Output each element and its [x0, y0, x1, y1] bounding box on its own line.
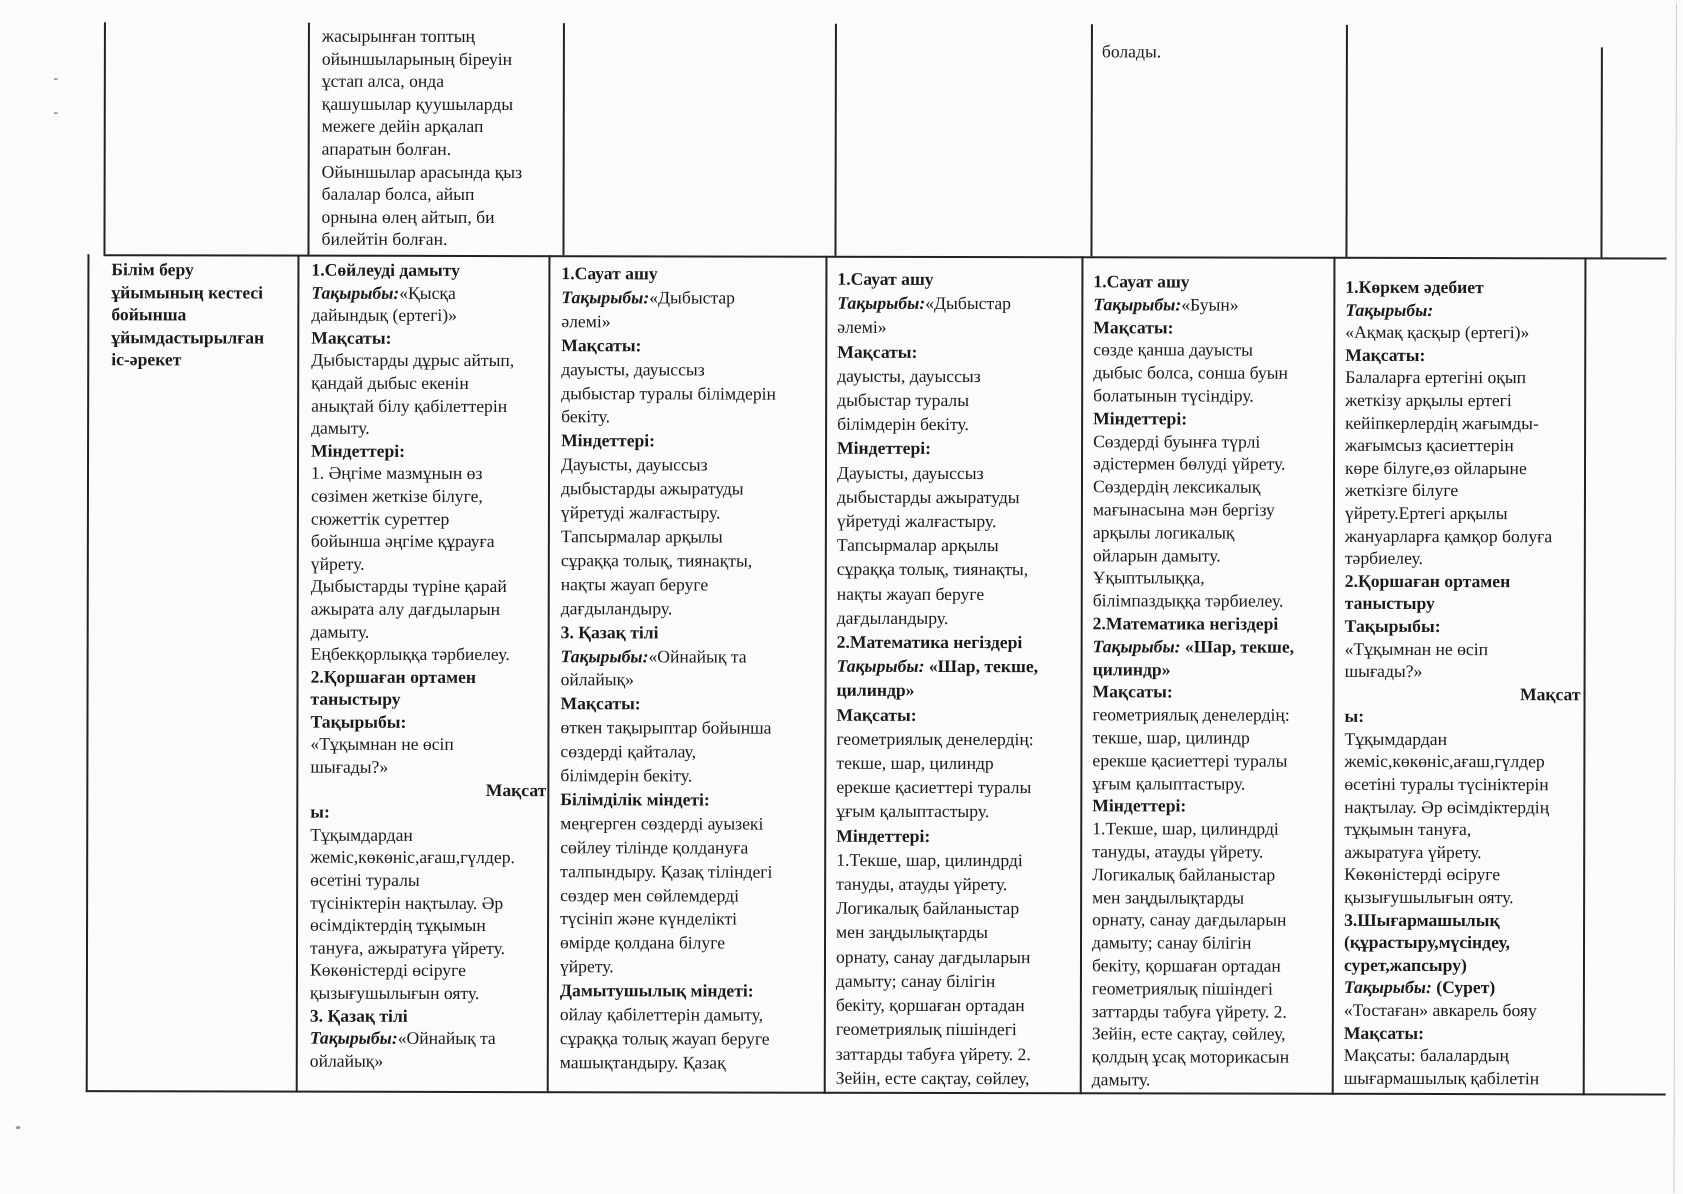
text-line: Тапсырмалар арқылы: [836, 534, 999, 556]
text-line: дыбыстар туралы білімдерін: [561, 382, 776, 404]
text-line: «Тостаған» авкарель бояу: [1343, 999, 1537, 1021]
text-line: қызығушылығын ояту.: [1344, 886, 1514, 908]
text-line: жануарларға қамқор болуға: [1344, 525, 1553, 546]
text-line: бекіту, қоршаған ортадан: [1091, 955, 1281, 976]
text-line: орнату, санау дағдыларын: [1092, 909, 1287, 931]
text-line: 1.Көркем әдебиет: [1345, 276, 1484, 298]
text-line: [561, 645, 821, 669]
text-line: әдістермен бөлуді үйрету.: [1093, 453, 1286, 475]
text-line: Білімділік міндеті:: [560, 789, 710, 810]
text-line: геометриялық денелердің:: [1092, 704, 1290, 725]
text-line: Дауысты, дауыссыз: [836, 462, 984, 483]
topic-value: «Дыбыстар: [649, 287, 736, 308]
text-line: талпындыру. Қазақ тіліндегі: [560, 860, 773, 882]
text-line: дыбыстар туралы: [837, 389, 970, 411]
monday-activity-cell: [310, 259, 548, 1073]
text-line: жағымсыз қасиеттерін: [1345, 434, 1514, 456]
text-line: тәрбиелеу.: [1344, 547, 1423, 569]
text-line: ойларын дамыту.: [1092, 544, 1221, 566]
text-line: Мақсаты:: [311, 327, 392, 348]
text-line: дамыту.: [310, 621, 370, 642]
topic-value: «Дыбыстар: [925, 293, 1011, 314]
column-divider: [307, 23, 309, 255]
text-line: Мақсаты:: [1343, 1022, 1425, 1043]
text-line: [837, 654, 1077, 679]
text-line: геометриялық пішіндегі: [835, 1019, 1017, 1040]
topic-value: «Буын»: [1181, 294, 1239, 315]
text-line: тұқымын тануға,: [1344, 819, 1472, 840]
text-line: Мақсаты:: [1345, 344, 1426, 365]
text-line: Логикалық байланыстар: [1092, 864, 1276, 885]
text-line: өсетіні туралы: [310, 869, 420, 890]
text-line: сұраққа толық, тиянақты,: [560, 550, 753, 571]
text-line: Мақсат: [485, 779, 547, 800]
topic-value: «Ойнайық та: [648, 645, 747, 667]
text-line: «Тұқымнан не өсіп: [1344, 638, 1489, 659]
text-line: таныстыру: [1344, 593, 1435, 614]
column-divider: [562, 23, 564, 255]
text-line: 1.Сауат ашу: [1093, 271, 1190, 292]
text-line: өсетіні туралы түсініктерін: [1344, 773, 1549, 795]
scan-edge-shadow: [1674, 4, 1677, 1194]
text-line: ұғым қалыптастыру.: [836, 801, 990, 822]
text-line: Тапсырмалар арқылы: [560, 526, 723, 547]
text-line: жеміс,көкөніс,ағаш,гүлдер: [1344, 751, 1545, 772]
column-divider: [296, 255, 300, 1093]
text-line: ойлайық»: [309, 1050, 384, 1071]
text-line: Көкөністерді өсіруге: [1344, 864, 1501, 885]
text-line: Міндеттері:: [836, 825, 931, 846]
text-line: қызығушылығын ояту.: [309, 982, 480, 1004]
text-line: арқылы логикалық: [1092, 522, 1235, 543]
text-line: 2.Қоршаған ортамен: [1344, 570, 1511, 591]
text-line: 1.Текше, шар, цилиндрді: [836, 849, 1023, 871]
text-line: дамыту; санау білігін: [1092, 932, 1252, 953]
text-line: 1.Сауат ашу: [837, 268, 934, 289]
text-line: дыбыстарды ажыратуды: [836, 486, 1020, 507]
text-line: үйретуді жалғастыру.: [560, 502, 721, 523]
text-line: цилиндр»: [836, 680, 915, 701]
text-line: Міндеттері:: [1093, 408, 1188, 429]
column-divider: [1345, 25, 1347, 257]
text-line: сөзімен жеткізе білуге,: [310, 485, 483, 506]
scan-speck: [54, 112, 58, 114]
text-line: 3. Қазақ тілі: [560, 621, 659, 642]
text-line: ойлау қабілеттерін дамыту,: [559, 1004, 764, 1025]
text-line: Мақсаты:: [1092, 681, 1173, 702]
table-right-border: [1600, 47, 1602, 257]
column-divider: [824, 256, 828, 1094]
text-line: ойлайық»: [560, 669, 634, 690]
column-divider: [1090, 24, 1092, 256]
text-line: сөздерді қайталау,: [560, 741, 697, 762]
text-line: таныстыру: [310, 688, 401, 710]
text-line: өткен тақырыптар бойынша: [560, 717, 772, 738]
text-line: орнына өлең айтып, би: [321, 206, 495, 227]
text-line: ұғым қалыптастыру.: [1092, 772, 1246, 794]
text-line: өмірде қолдана білуге: [560, 932, 726, 953]
text-line: көре білуге,өз ойларыне: [1345, 457, 1527, 478]
text-line: Мақсаты:: [561, 334, 642, 356]
text-line: дамыту; санау білігін: [835, 970, 996, 991]
text-line: 3. Қазақ тілі: [309, 1005, 408, 1026]
text-line: Ұқыптылыққа,: [1092, 567, 1205, 588]
text-line: Мақсаты:: [836, 704, 917, 725]
text-line: шығады?»: [1344, 660, 1423, 682]
row-header-line: бойынша: [111, 304, 187, 325]
text-line: мен заңдылықтарды: [836, 922, 988, 943]
text-line: Тақырыбы:: [1345, 299, 1434, 320]
text-line: Көкөністерді өсіруге: [309, 960, 466, 981]
text-line: тануға, ажыратуға үйрету.: [309, 937, 506, 958]
text-line: Міндеттері:: [311, 440, 406, 461]
text-line: ы:: [310, 801, 330, 822]
topic-value: «Ойнайық та: [397, 1028, 496, 1049]
text-line: әлемі»: [837, 317, 887, 338]
text-line: сұраққа толық, тиянақты,: [836, 559, 1029, 580]
text-line: нақты жауап беруге: [836, 583, 985, 604]
text-line: Мақсаты:: [837, 341, 918, 362]
text-line: анықтай білу қабілеттерін: [311, 395, 508, 416]
text-line: 2.Математика негіздері: [1092, 613, 1279, 634]
row-header-line: ұйымының кестесі: [111, 281, 264, 303]
table-right-border-lower: [1583, 257, 1587, 1095]
text-line: Мақсат: [1519, 683, 1581, 704]
text-line: Дауысты, дауыссыз: [561, 454, 708, 475]
text-line: түсініп және күнделікті: [560, 908, 738, 930]
text-line: жеміс,көкөніс,ағаш,гүлдер.: [310, 847, 515, 868]
text-line: 1. Әңгіме мазмұнын өз: [310, 462, 483, 484]
text-line: бекіту.: [561, 406, 611, 427]
topic-value: (Сурет): [1431, 977, 1496, 998]
text-line: болады.: [1101, 41, 1162, 62]
scan-speck: [16, 1126, 21, 1129]
text-line: сұраққа толық жауап беруге: [559, 1028, 770, 1049]
text-line: ажырата алу дағдыларын: [310, 598, 501, 619]
text-line: Мақсаты:: [560, 693, 641, 714]
text-line: жасырынған топтың: [321, 25, 476, 46]
text-line: өсімдіктердің тұқымын: [310, 914, 486, 936]
topic-label: Тақырыбы:: [561, 287, 650, 308]
text-line: цилиндр»: [1092, 658, 1171, 679]
topic-label: Тақырыбы:: [836, 656, 925, 677]
text-line: сөйлеу тілінде қолдануға: [560, 836, 749, 858]
topic-value: «Шар, текше,: [1180, 636, 1295, 657]
text-line: Дыбыстарды дұрыс айтып,: [311, 350, 515, 371]
text-line: білімпаздыққа тәрбиелеу.: [1092, 590, 1284, 611]
text-line: [1093, 293, 1331, 316]
text-line: орнату, санау дағдыларын: [835, 946, 1031, 967]
text-line: Міндеттері:: [1092, 795, 1187, 816]
text-line: бекіту, қоршаған ортадан: [835, 994, 1025, 1016]
topic-label: Тақырыбы:: [1343, 977, 1432, 998]
text-line: бойынша әңгіме құрауға: [310, 530, 495, 552]
text-line: дамыту.: [311, 417, 370, 438]
text-line: ойыншыларының біреуін: [321, 48, 513, 69]
text-line: дайындық (ертегі)»: [311, 304, 457, 326]
text-line: [311, 281, 547, 304]
text-line: 1.Текше, шар, цилиндрді: [1092, 818, 1279, 839]
text-line: ажыратуға үйрету.: [1344, 841, 1482, 862]
topic-label: Тақырыбы:: [560, 645, 649, 666]
text-line: заттарды табуға үйрету. 2.: [835, 1043, 1031, 1064]
text-line: дағдыландыру.: [836, 607, 949, 628]
text-line: мағынасына мән бергізу: [1092, 499, 1275, 520]
text-line: «Тұқымнан не өсіп: [310, 734, 454, 755]
text-line: текше, шар, цилиндр: [836, 752, 994, 774]
text-line: Дыбыстарды түріне қарай: [310, 575, 507, 597]
text-line: сурет,жапсыру): [1343, 954, 1467, 975]
text-line: балалар болса, айып: [321, 183, 475, 205]
text-line: шығады?»: [310, 756, 389, 777]
text-line: сөздер мен сөйлемдерді: [560, 884, 740, 906]
text-line: қолдың ұсақ моторикасын: [1091, 1046, 1290, 1067]
text-line: Мақсаты:: [1093, 316, 1174, 338]
topic-value: «Шар, текше,: [924, 656, 1039, 677]
text-line: ерекше қасиеттері туралы: [836, 777, 1032, 798]
text-line: Ойыншылар арасында қыз: [321, 161, 523, 182]
tuesday-activity-cell: [560, 262, 822, 1075]
text-line: шығармашылық қабілетін: [1343, 1067, 1540, 1089]
column-divider: [1332, 257, 1336, 1095]
text-line: машықтандыру. Қазақ: [559, 1052, 726, 1073]
text-line: дыбыстарды ажыратуды: [560, 478, 744, 499]
text-line: межеге дейін арқалап: [321, 116, 484, 137]
text-line: ерекше қасиеттері туралы: [1092, 750, 1288, 771]
text-line: сюжеттік суреттер: [310, 508, 450, 529]
text-line: Сөздерді буынға түрлі: [1093, 430, 1261, 452]
text-line: дауысты, дауыссыз: [837, 365, 981, 386]
text-line: Балаларға ертегіні оқып: [1345, 367, 1527, 388]
text-line: апаратын болған.: [321, 138, 452, 159]
topic-label: Тақырыбы:: [837, 292, 926, 314]
text-line: Дамытушылық міндеті:: [559, 980, 754, 1001]
row-header-line: Білім беру: [111, 259, 194, 280]
text-line: Зейін, есте сақтау, сөйлеу,: [835, 1067, 1030, 1088]
text-line: Тұқымдардан: [310, 824, 413, 845]
text-line: ы:: [1344, 706, 1365, 727]
text-line: «Ақмақ қасқыр (ертегі)»: [1345, 322, 1530, 343]
text-line: Зейін, есте сақтау, сөйлеу,: [1091, 1023, 1286, 1044]
text-line: [310, 1027, 546, 1050]
column-divider: [834, 24, 836, 256]
text-line: (құрастыру,мүсіндеу,: [1344, 932, 1510, 953]
column-divider: [547, 255, 551, 1093]
text-line: текше, шар, цилиндр: [1092, 727, 1250, 748]
text-line: 1.Сауат ашу: [561, 263, 658, 284]
text-line: Тұқымдардан: [1344, 728, 1448, 749]
text-line: тануды, атауды үйрету.: [836, 873, 1008, 895]
text-line: Міндеттері:: [837, 438, 932, 459]
row-header-line: ұйымдастырылған: [111, 327, 265, 348]
text-line: сөзде қанша дауысты: [1093, 339, 1254, 361]
text-line: геометриялық пішіндегі: [1091, 977, 1273, 999]
text-line: [1344, 976, 1580, 999]
text-line: 1.Сөйлеуді дамыту: [311, 259, 461, 280]
text-line: 3.Шығармашылық: [1344, 909, 1500, 930]
text-line: болатынын түсіндіру.: [1093, 385, 1254, 406]
top-row-col4-cell: [1102, 40, 1161, 63]
text-line: білімдерін бекіту.: [837, 413, 969, 435]
scan-speck: [54, 78, 58, 80]
topic-label: Тақырыбы:: [309, 1027, 398, 1049]
text-line: үйрету.: [559, 956, 614, 977]
topic-label: Тақырыбы:: [1093, 294, 1182, 315]
friday-activity-cell: [1344, 276, 1582, 1090]
topic-value: «Қысқа: [399, 282, 456, 303]
text-line: Логикалық байланыстар: [836, 898, 1020, 919]
topic-label: Тақырыбы:: [1092, 636, 1181, 657]
text-line: нақтылау. Әр өсімдіктердің: [1344, 796, 1550, 817]
text-line: геометриялық денелердің:: [836, 728, 1034, 750]
text-line: әлемі»: [561, 310, 611, 332]
row-header-cell: [111, 258, 264, 371]
text-line: [1093, 635, 1331, 658]
text-line: 2.Математика негіздері: [836, 631, 1023, 653]
wednesday-activity-cell: [836, 267, 1078, 1090]
text-line: үйретуді жалғастыру.: [836, 510, 997, 532]
topic-label: Тақырыбы:: [311, 282, 400, 303]
text-line: Сөздердің лексикалық: [1092, 476, 1261, 497]
text-line: Мақсаты: балалардың: [1343, 1045, 1510, 1066]
text-line: үйрету.: [310, 553, 365, 574]
text-line: білімдерін бекіту.: [560, 765, 693, 786]
text-line: 2.Қоршаған ортамен: [310, 666, 477, 687]
text-line: үйрету.Ертегі арқылы: [1344, 502, 1508, 524]
text-line: билейтін болған.: [321, 229, 448, 250]
text-line: [561, 286, 821, 310]
text-line: [837, 291, 1077, 316]
text-line: Еңбекқорлыққа тәрбиелеу.: [310, 643, 510, 665]
text-line: заттарды табуға үйрету. 2.: [1091, 1000, 1287, 1022]
text-line: дыбыс болса, сонша буын: [1093, 362, 1289, 383]
text-line: нақты жауап беруге: [560, 573, 709, 595]
text-line: тануды, атауды үйрету.: [1092, 841, 1264, 862]
text-line: Тақырыбы:: [310, 711, 407, 732]
thursday-activity-cell: [1092, 270, 1332, 1091]
text-line: мен заңдылықтарды: [1092, 886, 1245, 908]
text-line: түсініктерін нақтылау. Әр: [310, 892, 504, 913]
table-left-border-lower: [86, 254, 90, 1092]
text-line: Тақырыбы:: [1344, 615, 1441, 636]
text-line: меңгерген сөздерді ауызекі: [560, 813, 764, 834]
text-line: жеткізу арқылы ертегі: [1345, 389, 1512, 411]
text-line: дауысты, дауыссыз: [561, 358, 705, 380]
text-line: дамыту.: [1091, 1069, 1151, 1090]
text-line: ұстап алса, онда: [321, 70, 445, 92]
text-line: қандай дыбыс екенін: [311, 372, 469, 393]
text-line: жеткізге білуге: [1344, 480, 1459, 501]
text-line: кейіпкерлердің жағымды-: [1345, 412, 1539, 433]
text-line: Міндеттері:: [561, 430, 656, 451]
table-left-border: [103, 22, 105, 254]
column-divider: [1080, 256, 1084, 1094]
row-header-line: іс-әрекет: [111, 349, 182, 370]
table-bottom-border: [86, 1090, 1666, 1095]
text-line: дағдыландыру.: [560, 597, 673, 619]
text-line: қашушылар қуушыларды: [321, 93, 514, 114]
top-row-col1-cell: [321, 25, 522, 251]
